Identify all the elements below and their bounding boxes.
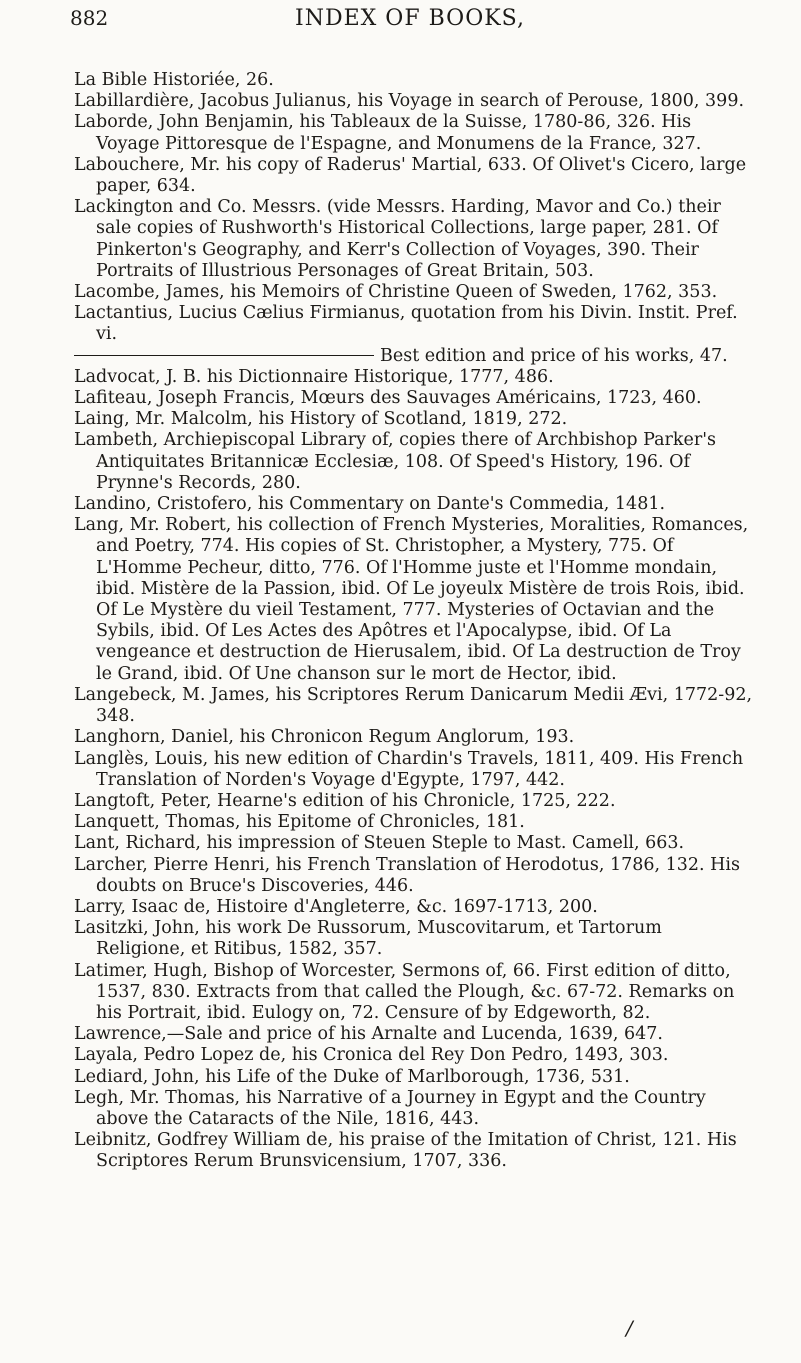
index-entry: Lang, Mr. Robert, his collection of French Mysteries, Moralities, Romances, and Poetry, 774. His copies of St. Christopher, a Mystery, 775. Of L'Homme Pecheur, ditto, 776. Of l'Homme juste et l'Homme mondain, ibid. Mistère de la Passion, ibid. Of Le joyeulx Mistère de trois Rois, ibid. Of Le Mystère du vieil Testament, 777. Mysteries of Octavian and the Sybils, ibid. Of Les Actes des Apôtres et l'Apocalypse, ibid. Of La vengeance et destruction de Hierusalem, ibid. Of La destruction de Troy le Grand, ibid. Of Une chanson sur le mort de Hector, ibid. — [74, 515, 749, 684]
index-entry: Laing, Mr. Malcolm, his History of Scotland, 1819, 272. — [74, 409, 568, 430]
index-entries — [74, 70, 756, 1173]
index-entry: Leibnitz, Godfrey William de, his praise of the Imitation of Christ, 121. His Scriptores Rerum Brunsvicensium, 1707, 336. — [74, 1130, 737, 1172]
index-entry: Langtoft, Peter, Hearne's edition of his Chronicle, 1725, 222. — [74, 790, 616, 811]
index-entry: Lant, Richard, his impression of Steuen Steple to Mast. Camell, 663. — [74, 833, 685, 854]
index-entry: Laborde, John Benjamin, his Tableaux de la Suisse, 1780-86, 326. His Voyage Pittoresque de l'Espagne, and Monumens de la France, 327. — [74, 112, 702, 154]
index-entry: Langhorn, Daniel, his Chronicon Regum Anglorum, 193. — [74, 727, 575, 748]
index-entry: Lawrence,—Sale and price of his Arnalte and Lucenda, 1639, 647. — [74, 1024, 663, 1045]
index-entry: Langebeck, M. James, his Scriptores Rerum Danicarum Medii Ævi, 1772-92, 348. — [74, 684, 753, 727]
index-entry: La Bible Historiée, 26. — [74, 70, 274, 90]
index-entry: Landino, Cristofero, his Commentary on Dante's Commedia, 1481. — [74, 494, 666, 515]
index-entry: Lackington and Co. Messrs. (vide Messrs. Harding, Mavor and Co.) their sale copies of Rushworth's Historical Collections, large paper, 281. Of Pinkerton's Geography, and Kerr's Collection of Voyages, 390. Their Portraits of Illustrious Personages of Great Britain, 503. — [74, 197, 721, 281]
index-entry: Labillardière, Jacobus Julianus, his Voyage in search of Perouse, 1800, 399. — [74, 91, 745, 112]
index-entry-continuation — [74, 346, 756, 367]
footer-mark: / — [626, 1316, 633, 1340]
index-entry: Labouchere, Mr. his copy of Raderus' Martial, 633. Of Olivet's Cicero, large paper, 634. — [74, 154, 747, 197]
index-entry: Lacombe, James, his Memoirs of Christine Queen of Sweden, 1762, 353. — [74, 282, 718, 303]
index-entry: Lafiteau, Joseph Francis, Mœurs des Sauvages Américains, 1723, 460. — [74, 388, 702, 409]
index-entry: Lambeth, Archiepiscopal Library of, copies there of Archbishop Parker's Antiquitates Britannicæ Ecclesiæ, 108. Of Speed's History, 196. Of Prynne's Records, 280. — [74, 430, 717, 493]
page-header — [70, 6, 730, 38]
ditto-rule — [74, 355, 374, 356]
page-number: 882 — [70, 6, 109, 30]
running-head: INDEX OF BOOKS, — [295, 6, 525, 31]
index-entry: Lactantius, Lucius Cælius Firmianus, quotation from his Divin. Instit. Pref. vi. — [74, 303, 738, 345]
continuation-text: Best edition and price of his works, 47. — [380, 345, 728, 366]
index-entry: Lanquett, Thomas, his Epitome of Chronicles, 181. — [74, 812, 525, 833]
index-entry: Layala, Pedro Lopez de, his Cronica del Rey Don Pedro, 1493, 303. — [74, 1045, 669, 1066]
index-entry: Langlès, Louis, his new edition of Chardin's Travels, 1811, 409. His French Translation of Norden's Voyage d'Egypte, 1797, 442. — [74, 748, 744, 790]
index-entry: Larcher, Pierre Henri, his French Translation of Herodotus, 1786, 132. His doubts on Bruce's Discoveries, 446. — [74, 854, 740, 896]
index-entry: Lediard, John, his Life of the Duke of Marlborough, 1736, 531. — [74, 1066, 630, 1087]
index-entry: Lasitzki, John, his work De Russorum, Muscovitarum, et Tartorum Religione, et Ritibus, 1582, 357. — [74, 918, 662, 960]
index-entry: Latimer, Hugh, Bishop of Worcester, Sermons of, 66. First edition of ditto, 1537, 830. Extracts from that called the Plough, &c. 67-72. Remarks on his Portrait, ibid. Eulogy on, 72. Censure of by Edgeworth, 82. — [74, 960, 735, 1023]
index-entry: Ladvocat, J. B. his Dictionnaire Historique, 1777, 486. — [74, 366, 554, 387]
index-entry: Legh, Mr. Thomas, his Narrative of a Journey in Egypt and the Country above the Cataracts of the Nile, 1816, 443. — [74, 1087, 706, 1129]
index-entry: Larry, Isaac de, Histoire d'Angleterre, &c. 1697-1713, 200. — [74, 896, 598, 917]
